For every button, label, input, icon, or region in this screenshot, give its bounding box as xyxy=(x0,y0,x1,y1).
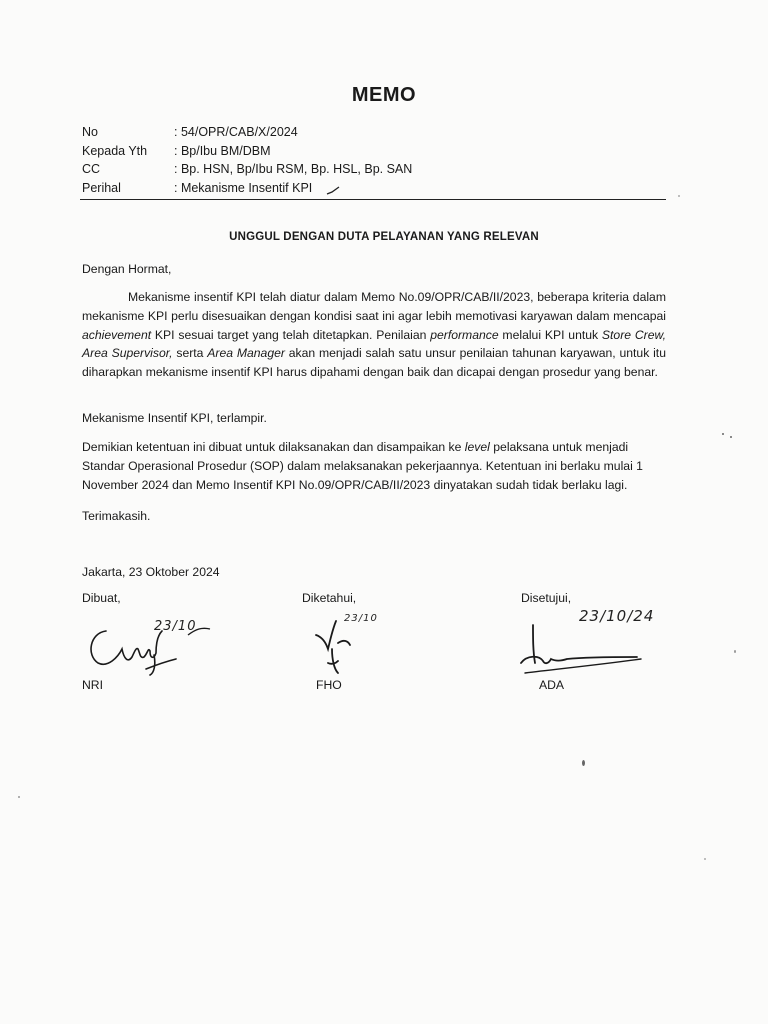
paragraph-1-text: serta xyxy=(172,346,208,361)
paragraph-1-italic: Store Crew, Area Supervisor, xyxy=(82,327,666,361)
signature-block-creator xyxy=(82,591,262,692)
header-label: No xyxy=(82,125,98,140)
signature-label: Diketahui, xyxy=(302,591,357,605)
paragraph-1-text: Mekanisme insentif KPI telah diatur dalam Memo No.09/OPR/CAB/II/2023, beberapa kriteria dalam mekanisme KPI perlu disesuaikan dengan kondisi saat ini agar lebih memotivasi karyawan dalam mencapai xyxy=(82,290,666,323)
header-value: : Mekanisme Insentif KPI xyxy=(174,180,313,195)
paragraph-1-text: akan menjadi salah satu unsur penilaian tahunan karyawan, untuk itu diharapkan mekanisme insentif KPI harus dipahami dengan baik dan dicapai dengan prosedur yang benar. xyxy=(82,346,666,380)
signature-block-acknowledger xyxy=(302,591,462,692)
header-value: : Bp/Ibu BM/DBM xyxy=(174,143,271,158)
place-date: Jakarta, 23 Oktober 2024 xyxy=(82,565,220,579)
signature-label: Dibuat, xyxy=(82,591,121,605)
signatory-initials: FHO xyxy=(316,678,342,692)
scan-speck xyxy=(722,433,724,435)
handwritten-date: 23/10 xyxy=(154,619,197,634)
signature-label: Disetujui, xyxy=(521,591,572,605)
signatory-initials: NRI xyxy=(82,678,103,692)
scan-speck xyxy=(734,650,736,653)
header-row-cc xyxy=(82,160,666,179)
tick-mark-icon xyxy=(326,185,342,197)
scan-speck xyxy=(18,796,20,798)
paragraph-3-italic: level xyxy=(464,440,490,454)
memo-subtitle: UNGGUL DENGAN DUTA PELAYANAN YANG RELEVAN xyxy=(229,231,539,243)
header-value: : Bp. HSN, Bp/Ibu RSM, Bp. HSL, Bp. SAN xyxy=(174,162,413,177)
header-label: Perihal xyxy=(82,180,121,195)
signature-block-approver xyxy=(521,591,681,692)
memo-header xyxy=(82,123,666,197)
paragraph-3-text: pelaksana untuk menjadi Standar Operasional Prosedur (SOP) dalam melaksanakan pekerjaannya. Ketentuan ini berlaku mulai 1 November 2024 dan Memo Insentif KPI No.09/OPR/CAB/II/2023 dinyatakan sudah tidak berlaku lagi. xyxy=(82,440,643,492)
paragraph-2: Mekanisme Insentif KPI, terlampir. xyxy=(82,411,267,425)
scan-speck xyxy=(730,436,732,438)
header-label: CC xyxy=(82,162,101,177)
scan-speck xyxy=(582,760,585,766)
handwritten-date: 23/10/24 xyxy=(579,607,655,625)
header-divider xyxy=(80,199,666,200)
scan-speck xyxy=(678,195,680,197)
memo-title: MEMO xyxy=(351,84,417,106)
header-row-recipient xyxy=(82,142,666,161)
header-row-subject xyxy=(82,179,666,198)
header-value: : 54/OPR/CAB/X/2024 xyxy=(174,125,298,140)
header-row-no xyxy=(82,123,666,142)
paragraph-1-text: KPI sesuai target yang telah ditetapkan. Penilaian xyxy=(151,327,431,342)
paragraph-3 xyxy=(82,438,666,494)
paragraph-1-italic: achievement xyxy=(82,327,152,342)
signature-scribble-icon xyxy=(517,621,647,681)
paragraph-1-italic: Area Manager xyxy=(207,346,285,361)
greeting: Dengan Hormat, xyxy=(82,262,172,276)
paragraph-3-text: Demikian ketentuan ini dibuat untuk dilaksanakan dan disampaikan ke xyxy=(82,440,465,454)
scan-speck xyxy=(704,858,706,860)
paragraph-1 xyxy=(82,288,666,382)
header-label: Kepada Yth xyxy=(82,143,148,158)
closing: Terimakasih. xyxy=(82,509,151,523)
paragraph-1-italic: performance xyxy=(430,327,499,342)
handwritten-date: 23/10 xyxy=(344,613,378,624)
signatory-initials: ADA xyxy=(539,678,565,692)
paragraph-1-text: melalui KPI untuk xyxy=(498,327,602,342)
